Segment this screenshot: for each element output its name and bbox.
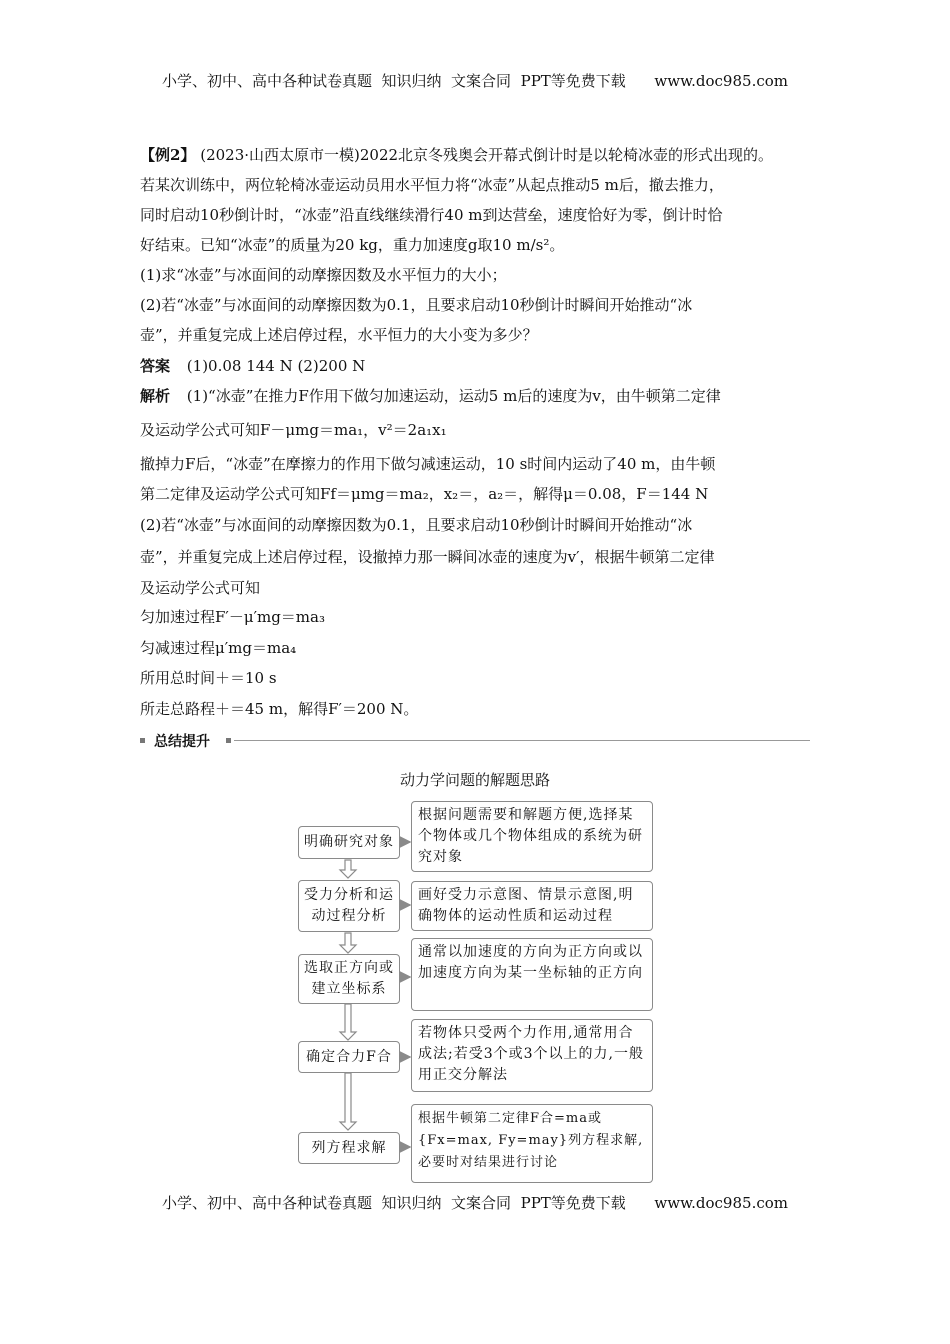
example-text-1: (2023·山西太原市一模)2022北京冬残奥会开幕式倒计时是以轮椅冰壶的形式出现的。 <box>200 146 774 164</box>
flow-step-2-text: 画好受力示意图、情景示意图,明确物体的运动性质和运动过程 <box>418 887 634 924</box>
example-line-3: 同时启动10秒倒计时，“冰壶”沿直线继续滑行40 m到达营垒，速度恰好为零，倒计时恰 <box>140 206 723 224</box>
flow-step-4-desc <box>411 1019 653 1092</box>
answer-text: (1)0.08 144 N (2)200 N <box>186 357 366 375</box>
flow-step-4-box <box>298 1041 400 1073</box>
analysis-label: 解析 <box>140 387 171 405</box>
flow-step-5-desc <box>411 1104 653 1183</box>
flow-step-1-box <box>298 826 400 859</box>
page-footer: 小学、初中、高中各种试卷真题 知识归纳 文案合同 PPT等免费下载 www.doc985.com <box>161 1194 788 1212</box>
question-1: (1)求“冰壶”与冰面间的动摩擦因数及水平恒力的大小； <box>140 266 507 284</box>
flow-step-4-text: 若物体只受两个力作用,通常用合成法;若受3个或3个以上的力,一般用正交分解法 <box>418 1025 644 1083</box>
analysis-line-6: 壶”，并重复完成上述启停过程，设撤掉力那一瞬间冰壶的速度为v′，根据牛顿第二定律 <box>140 548 715 566</box>
analysis-text-1: (1)“冰壶”在推力F作用下做匀加速运动，运动5 m后的速度为v，由牛顿第二定律 <box>186 387 721 405</box>
summary-label: 总结提升 <box>154 734 210 750</box>
answer-label: 答案 <box>140 357 171 375</box>
example-line-4: 好结束。已知“冰壶”的质量为20 kg，重力加速度g取10 m/s²。 <box>140 236 565 254</box>
flow-step-3-desc <box>411 938 653 1011</box>
analysis-line-10: 所用总时间＋＝10 s <box>140 669 277 687</box>
analysis-line-7: 及运动学公式可知 <box>140 579 261 597</box>
analysis-line-4: 第二定律及运动学公式可知Ff＝μmg＝ma₂，x₂＝，a₂＝，解得μ＝0.08，F＝144 N <box>140 485 709 503</box>
flow-step-5-label: 列方程求解 <box>311 1139 387 1156</box>
analysis-line-5: (2)若“冰壶”与冰面间的动摩擦因数为0.1，且要求启动10秒倒计时瞬间开始推动“冰 <box>140 516 693 534</box>
flow-step-2-box <box>298 880 400 932</box>
flow-step-5-text: 根据牛顿第二定律F合=ma或{Fx=max, Fy=may}列方程求解,必要时对结果进行讨论 <box>418 1111 644 1170</box>
question-2-line-2: 壶”，并重复完成上述启停过程，水平恒力的大小变为多少？ <box>140 326 538 344</box>
flow-step-3-label: 选取正方向或建立坐标系 <box>304 960 394 997</box>
flow-step-2-label: 受力分析和运动过程分析 <box>304 887 394 924</box>
analysis-line-11: 所走总路程＋＝45 m，解得F′＝200 N。 <box>140 700 419 718</box>
flow-step-1-desc <box>411 801 653 872</box>
question-2-line-1: (2)若“冰壶”与冰面间的动摩擦因数为0.1，且要求启动10秒倒计时瞬间开始推动“冰 <box>140 296 693 314</box>
flow-step-1-text: 根据问题需要和解题方便,选择某个物体或几个物体组成的系统为研究对象 <box>418 807 643 865</box>
analysis-line-2: 及运动学公式可知F－μmg＝ma₁，v²＝2a₁x₁ <box>140 421 447 439</box>
flow-step-5-box <box>298 1132 400 1164</box>
analysis-line-3: 撤掉力F后，“冰壶”在摩擦力的作用下做匀减速运动，10 s时间内运动了40 m，由牛顿 <box>140 455 716 473</box>
flow-step-2-desc <box>411 881 653 931</box>
example-line-2: 若某次训练中，两位轮椅冰壶运动员用水平恒力将“冰壶”从起点推动5 m后，撤去推力， <box>140 176 724 194</box>
example-tag: 【例2】 <box>140 146 196 164</box>
flow-title: 动力学问题的解题思路 <box>399 771 550 789</box>
analysis-line-8: 匀加速过程F′－μ′mg＝ma₃ <box>140 608 325 626</box>
analysis-line-9: 匀减速过程μ′mg＝ma₄ <box>140 639 297 657</box>
flow-step-3-text: 通常以加速度的方向为正方向或以加速度方向为某一坐标轴的正方向 <box>418 944 643 981</box>
flow-step-4-label: 确定合力F合 <box>306 1048 392 1065</box>
flow-step-1-label: 明确研究对象 <box>304 834 394 850</box>
flow-step-3-box <box>298 954 400 1004</box>
page-header: 小学、初中、高中各种试卷真题 知识归纳 文案合同 PPT等免费下载 www.doc985.com <box>161 72 788 90</box>
